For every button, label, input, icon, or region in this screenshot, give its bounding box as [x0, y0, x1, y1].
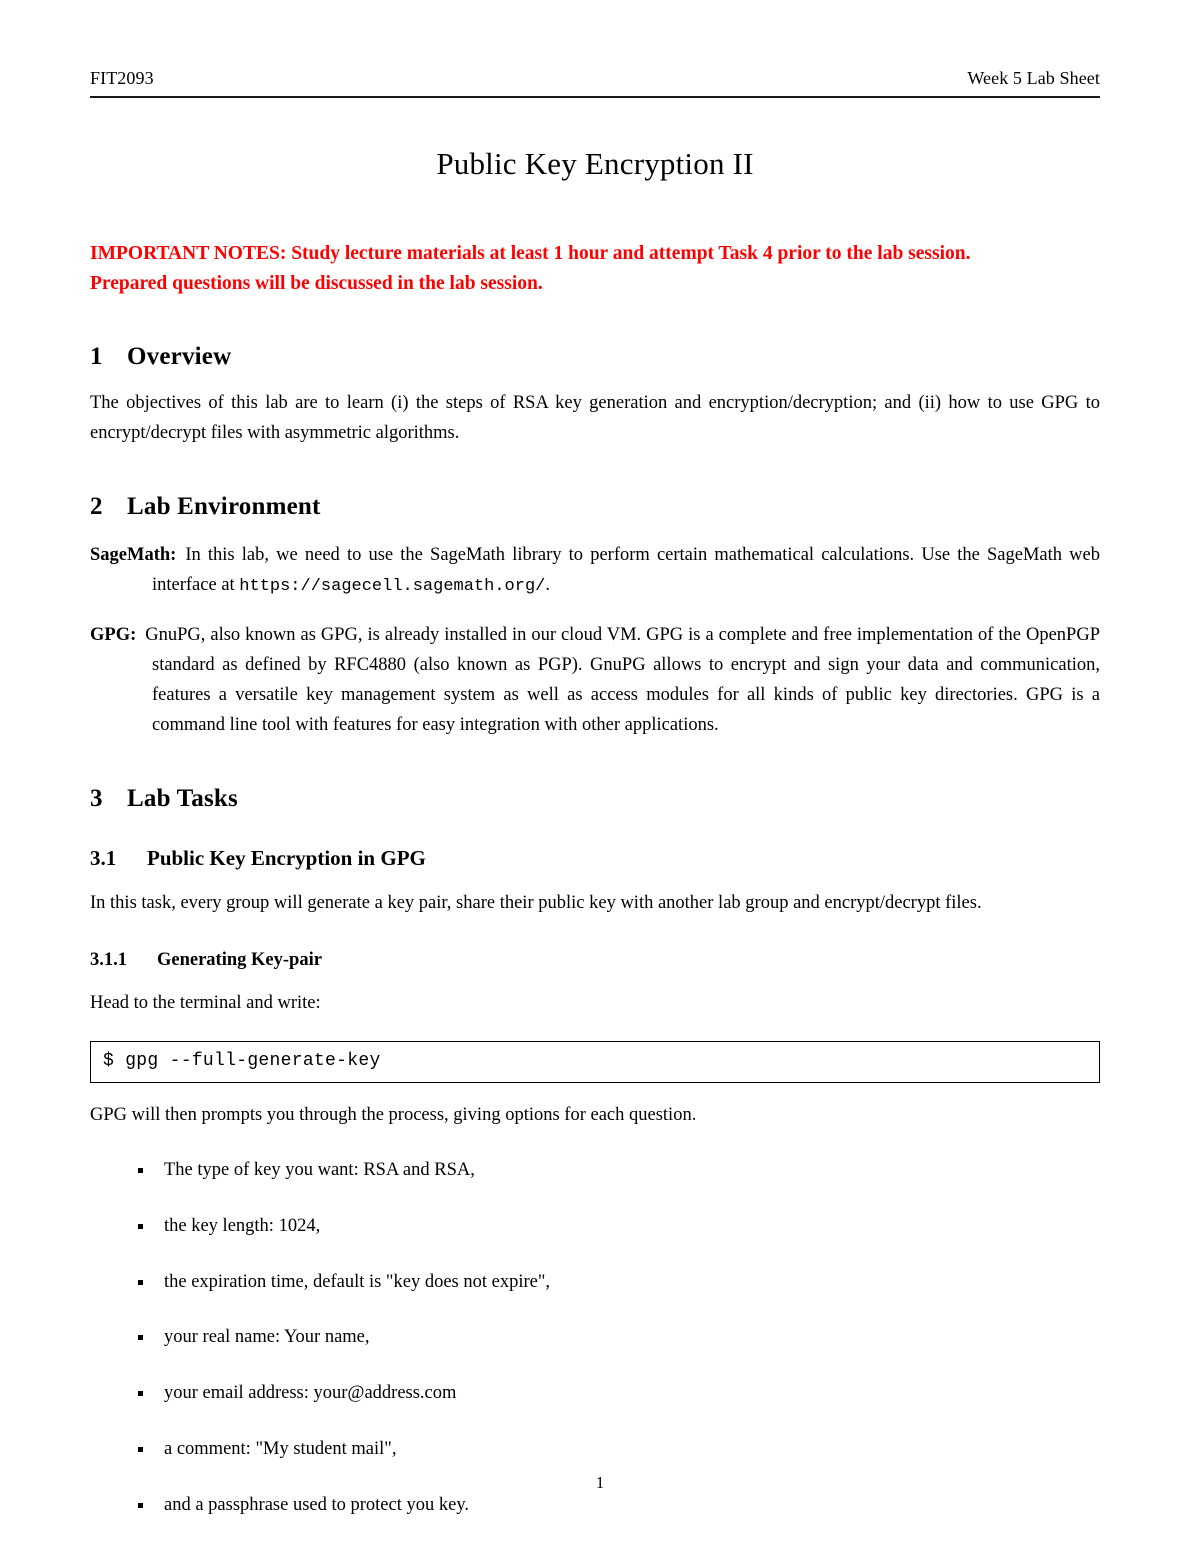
list-item-label: your email address: your@address.com — [164, 1383, 457, 1404]
definition-text-after-url: . — [545, 575, 550, 596]
after-code-paragraph: GPG will then prompts you through the process, giving options for each question. — [90, 1105, 697, 1126]
page-content — [90, 0, 1100, 1519]
square-bullet-icon — [138, 1224, 143, 1229]
subsection-number: 3.1 — [90, 846, 117, 871]
subsection-paragraph: In this task, every group will generate a key pair, share their public key with another lab group and encrypt/decrypt files. — [90, 893, 982, 914]
overview-paragraph: The objectives of this lab are to learn (i) the steps of RSA key generation and encryption/decryption; and (ii) how to use GPG to encrypt/decrypt files with asymmetric algorithms. — [90, 393, 1100, 444]
list-item — [138, 1380, 1100, 1408]
running-header — [90, 0, 1100, 89]
subsubsection-title: Generating Key-pair — [157, 950, 322, 971]
subsubsection-heading-generating-key-pair — [90, 950, 1100, 971]
square-bullet-icon — [138, 1168, 143, 1173]
key-generation-options-list — [90, 1157, 1100, 1519]
section-title: Lab Environment — [127, 493, 321, 521]
list-item-label: the key length: 1024, — [164, 1215, 321, 1236]
square-bullet-icon — [138, 1503, 143, 1508]
list-item-label: a comment: "My student mail", — [164, 1438, 397, 1459]
square-bullet-icon — [138, 1447, 143, 1452]
code-block — [90, 1041, 1100, 1083]
subsection-title: Public Key Encryption in GPG — [147, 846, 426, 871]
section-number: 3 — [90, 785, 103, 813]
list-item — [138, 1492, 1100, 1520]
list-item-label: and a passphrase used to protect you key. — [164, 1494, 469, 1515]
header-sheet-label: Week 5 Lab Sheet — [967, 68, 1100, 88]
page-number: 1 — [595, 1473, 605, 1492]
section-heading-lab-tasks — [90, 785, 1100, 813]
important-notice-line-1: IMPORTANT NOTES: Study lecture materials at least 1 hour and attempt Task 4 prior to the lab session. — [90, 243, 971, 264]
definition-text-before-url: In this lab, we need to use the SageMath library to perform certain mathematical calculations. Use the SageMath web interface at — [152, 545, 1100, 596]
section-number: 1 — [90, 343, 103, 371]
list-item-label: your real name: Your name, — [164, 1327, 370, 1348]
section-heading-overview — [90, 343, 1100, 371]
terminal-intro-text: Head to the terminal and write: — [90, 993, 321, 1014]
definition-text: GnuPG, also known as GPG, is already installed in our cloud VM. GPG is a complete and free implementation of the OpenPGP standard as defined by RFC4880 (also known as PGP). GnuPG allows to encrypt and sign your data and communication, features a versatile key management system as well as access modules for all kinds of public key directories. GPG is a command line tool with features for easy integration with other applications. — [145, 625, 1100, 736]
list-item-label: the expiration time, default is "key does not expire", — [164, 1271, 551, 1292]
code-line: $ gpg --full-generate-key — [103, 1051, 381, 1072]
square-bullet-icon — [138, 1391, 143, 1396]
section-number: 2 — [90, 493, 103, 521]
definition-item-gpg — [90, 621, 1100, 741]
square-bullet-icon — [138, 1335, 143, 1340]
definition-term: SageMath: — [90, 545, 177, 566]
section-title: Lab Tasks — [127, 785, 238, 813]
list-item — [138, 1269, 1100, 1297]
page-title: Public Key Encryption II — [436, 146, 754, 181]
list-item — [138, 1157, 1100, 1185]
square-bullet-icon — [138, 1280, 143, 1285]
section-title: Overview — [127, 343, 232, 371]
list-item-label: The type of key you want: RSA and RSA, — [164, 1160, 475, 1181]
header-divider — [90, 96, 1100, 98]
list-item — [138, 1324, 1100, 1352]
section-heading-lab-environment — [90, 493, 1100, 521]
subsection-heading-public-key-encryption-in-gpg — [90, 846, 1100, 871]
header-course-code: FIT2093 — [90, 68, 154, 88]
definition-item-sagemath — [90, 541, 1100, 601]
sagemath-url: https://sagecell.sagemath.org/ — [239, 577, 546, 597]
list-item — [138, 1213, 1100, 1241]
subsubsection-number: 3.1.1 — [90, 950, 127, 971]
important-notice — [90, 239, 1100, 299]
definition-term: GPG: — [90, 625, 137, 646]
list-item — [138, 1436, 1100, 1464]
important-notice-line-2: Prepared questions will be discussed in the lab session. — [90, 273, 543, 295]
